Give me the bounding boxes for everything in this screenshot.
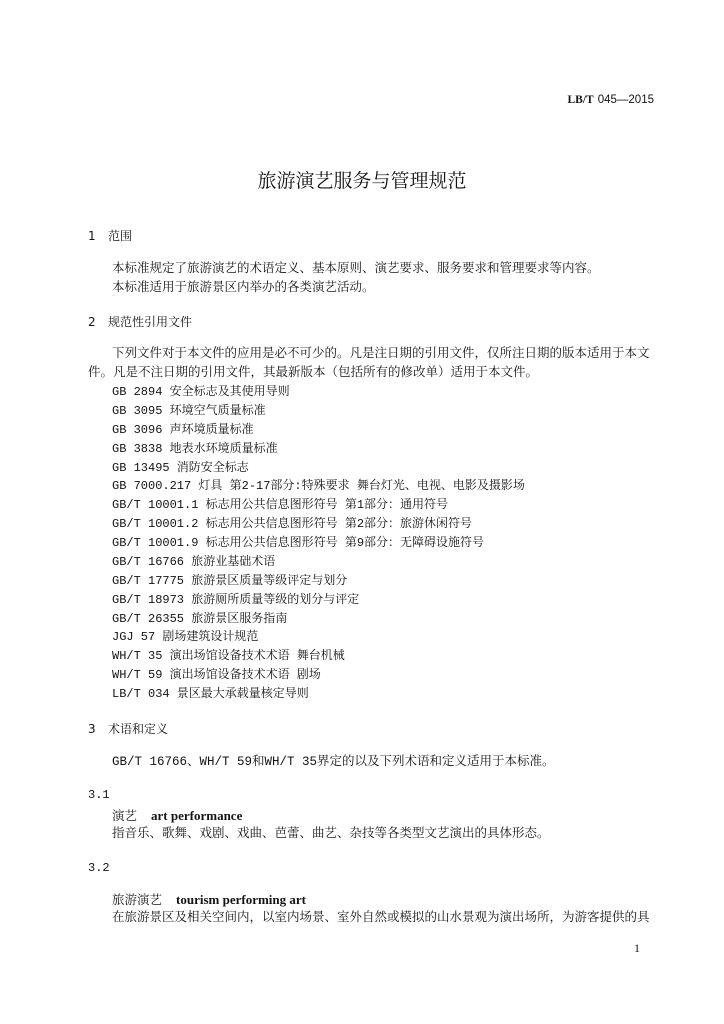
term-entry bbox=[112, 809, 242, 824]
reference-item: GB 13495 消防安全标志 bbox=[112, 460, 249, 475]
reference-item: WH/T 59 演出场馆设备技术术语 剧场 bbox=[112, 668, 321, 683]
reference-item: GB 2894 安全标志及其使用导则 bbox=[112, 385, 290, 399]
reference-item: WH/T 35 演出场馆设备技术术语 舞台机械 bbox=[112, 649, 345, 664]
reference-item: GB/T 26355 旅游景区服务指南 bbox=[112, 611, 288, 626]
reference-item: GB/T 10001.2 标志用公共信息图形符号 第2部分：旅游休闲符号 bbox=[112, 517, 473, 532]
clause-number: 3.2 bbox=[88, 861, 110, 875]
reference-item: GB/T 10001.9 标志用公共信息图形符号 第9部分：无障碍设施符号 bbox=[112, 536, 485, 550]
term-entry bbox=[112, 893, 306, 908]
normative-reference-list bbox=[112, 385, 525, 706]
reference-item: GB 3096 声环境质量标准 bbox=[112, 422, 254, 437]
standard-code-number: 045—2015 bbox=[597, 94, 654, 106]
reference-item: GB/T 17775 旅游景区质量等级评定与划分 bbox=[112, 573, 348, 588]
section-3-heading: 术语和定义 bbox=[108, 722, 169, 736]
term-english: tourism performing art bbox=[176, 892, 306, 907]
reference-item: GB/T 18973 旅游厕所质量等级的划分与评定 bbox=[112, 592, 360, 607]
clause-number: 3.1 bbox=[88, 788, 110, 802]
section-1-paragraph-line: 本标准适用于旅游景区内举办的各类演艺活动。 bbox=[112, 281, 375, 295]
section-2-intro-line: 件。凡是不注日期的引用文件，其最新版本（包括所有的修改单）适用于本文件。 bbox=[88, 366, 539, 380]
standard-code-prefix: LB/T bbox=[567, 94, 594, 106]
section-1-number: 1 bbox=[88, 229, 96, 243]
section-1-paragraph-line: 本标准规定了旅游演艺的术语定义、基本原则、演艺要求、服务要求和管理要求等内容。 bbox=[112, 262, 600, 276]
term-chinese: 旅游演艺 bbox=[112, 892, 163, 907]
section-2-number: 2 bbox=[88, 315, 96, 329]
section-1-heading: 范围 bbox=[108, 229, 133, 243]
reference-item: GB 3095 环境空气质量标准 bbox=[112, 403, 266, 418]
section-3-number: 3 bbox=[88, 722, 96, 736]
reference-item: GB/T 16766 旅游业基础术语 bbox=[112, 554, 276, 569]
section-3-intro: GB/T 16766、WH/T 59和WH/T 35界定的以及下列术语和定义适用于本标准。 bbox=[112, 755, 555, 769]
term-definition: 指音乐、歌舞、戏剧、戏曲、芭蕾、曲艺、杂技等各类型文艺演出的具体形态。 bbox=[112, 827, 550, 841]
section-2-intro-line: 下列文件对于本文件的应用是必不可少的。凡是注日期的引用文件，仅所注日期的版本适用于本文 bbox=[112, 347, 650, 361]
document-title: 旅游演艺服务与管理规范 bbox=[257, 170, 467, 192]
term-english: art performance bbox=[151, 808, 243, 823]
reference-item: GB/T 10001.1 标志用公共信息图形符号 第1部分：通用符号 bbox=[112, 498, 449, 513]
section-2-heading: 规范性引用文件 bbox=[108, 315, 193, 329]
reference-item: JGJ 57 剧场建筑设计规范 bbox=[112, 630, 259, 645]
reference-item: LB/T 034 景区最大承载量核定导则 bbox=[112, 687, 309, 701]
standard-code bbox=[568, 93, 655, 108]
term-definition: 在旅游景区及相关空间内，以室内场景、室外自然或模拟的山水景观为演出场所，为游客提供的具 bbox=[112, 911, 650, 925]
term-chinese: 演艺 bbox=[112, 808, 138, 823]
reference-item: GB 7000.217 灯具 第2-17部分:特殊要求 舞台灯光、电视、电影及摄影场 bbox=[112, 479, 525, 494]
page-number: 1 bbox=[634, 941, 640, 955]
reference-item: GB 3838 地表水环境质量标准 bbox=[112, 441, 278, 456]
